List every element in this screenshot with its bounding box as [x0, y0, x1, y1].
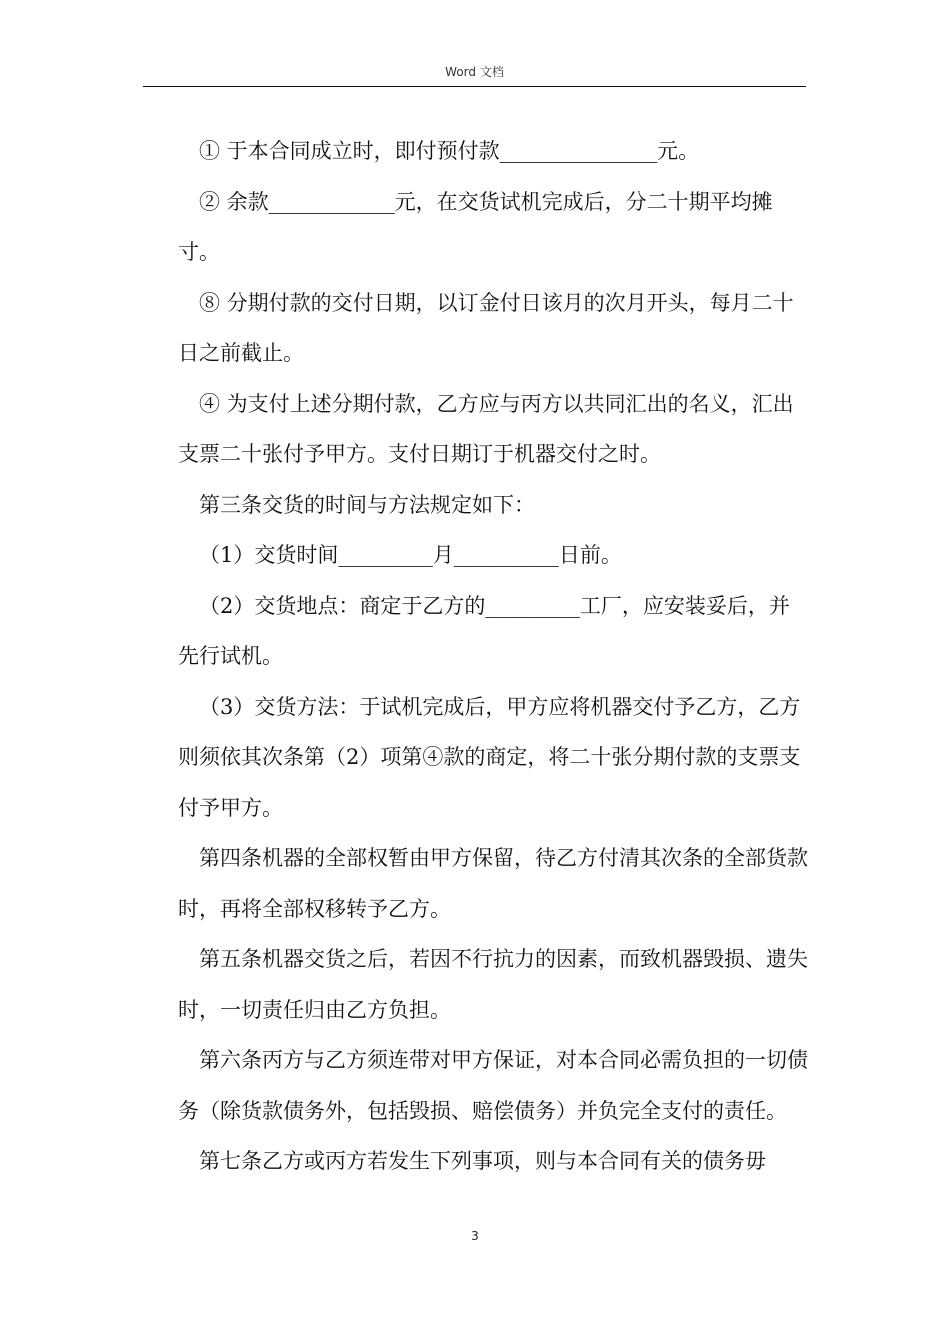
- clause-paragraph: 第四条机器的全部权暂由甲方保留，待乙方付清其次条的全部货款时，再将全部权移转予乙方。: [178, 846, 808, 921]
- clause-paragraph: 第三条交货的时间与方法规定如下：: [199, 492, 535, 517]
- clause-paragraph: （2）交货地点：商定于乙方的_________工厂，应安装妥后，并先行试机。: [178, 593, 790, 668]
- page-header: Word 文档: [445, 65, 504, 79]
- clause-paragraph: ④ 为支付上述分期付款，乙方应与丙方以共同汇出的名义，汇出支票二十张付予甲方。支付日期订于机器交付之时。: [178, 391, 794, 466]
- page-number: 3: [471, 1229, 479, 1243]
- clause-paragraph: ⑧ 分期付款的交付日期，以订金付日该月的次月开头，每月二十日之前截止。: [178, 290, 794, 365]
- clause-paragraph: （3）交货方法：于试机完成后，甲方应将机器交付予乙方，乙方则须依其次条第（2）项第④款的商定，将二十张分期付款的支票支付予甲方。: [178, 694, 801, 820]
- clause-paragraph: ② 余款____________元，在交货试机完成后，分二十期平均摊寸。: [178, 189, 773, 264]
- document-body: [178, 126, 808, 1187]
- clause-paragraph: （1）交货时间_________月__________日前。: [199, 543, 622, 567]
- clause-paragraph: 第五条机器交货之后，若因不行抗力的因素，而致机器毁损、遗失时，一切责任归由乙方负担。: [178, 947, 808, 1022]
- clause-paragraph: ① 于本合同成立时，即付预付款_______________元。: [199, 139, 700, 163]
- clause-paragraph: 第六条丙方与乙方须连带对甲方保证，对本合同必需负担的一切债务（除货款债务外，包括毁损、赔偿债务）并负完全支付的责任。: [178, 1048, 808, 1123]
- clause-paragraph: 第七条乙方或丙方若发生下列事项，则与本合同有关的债务毋: [199, 1149, 766, 1173]
- header-divider: [143, 86, 806, 87]
